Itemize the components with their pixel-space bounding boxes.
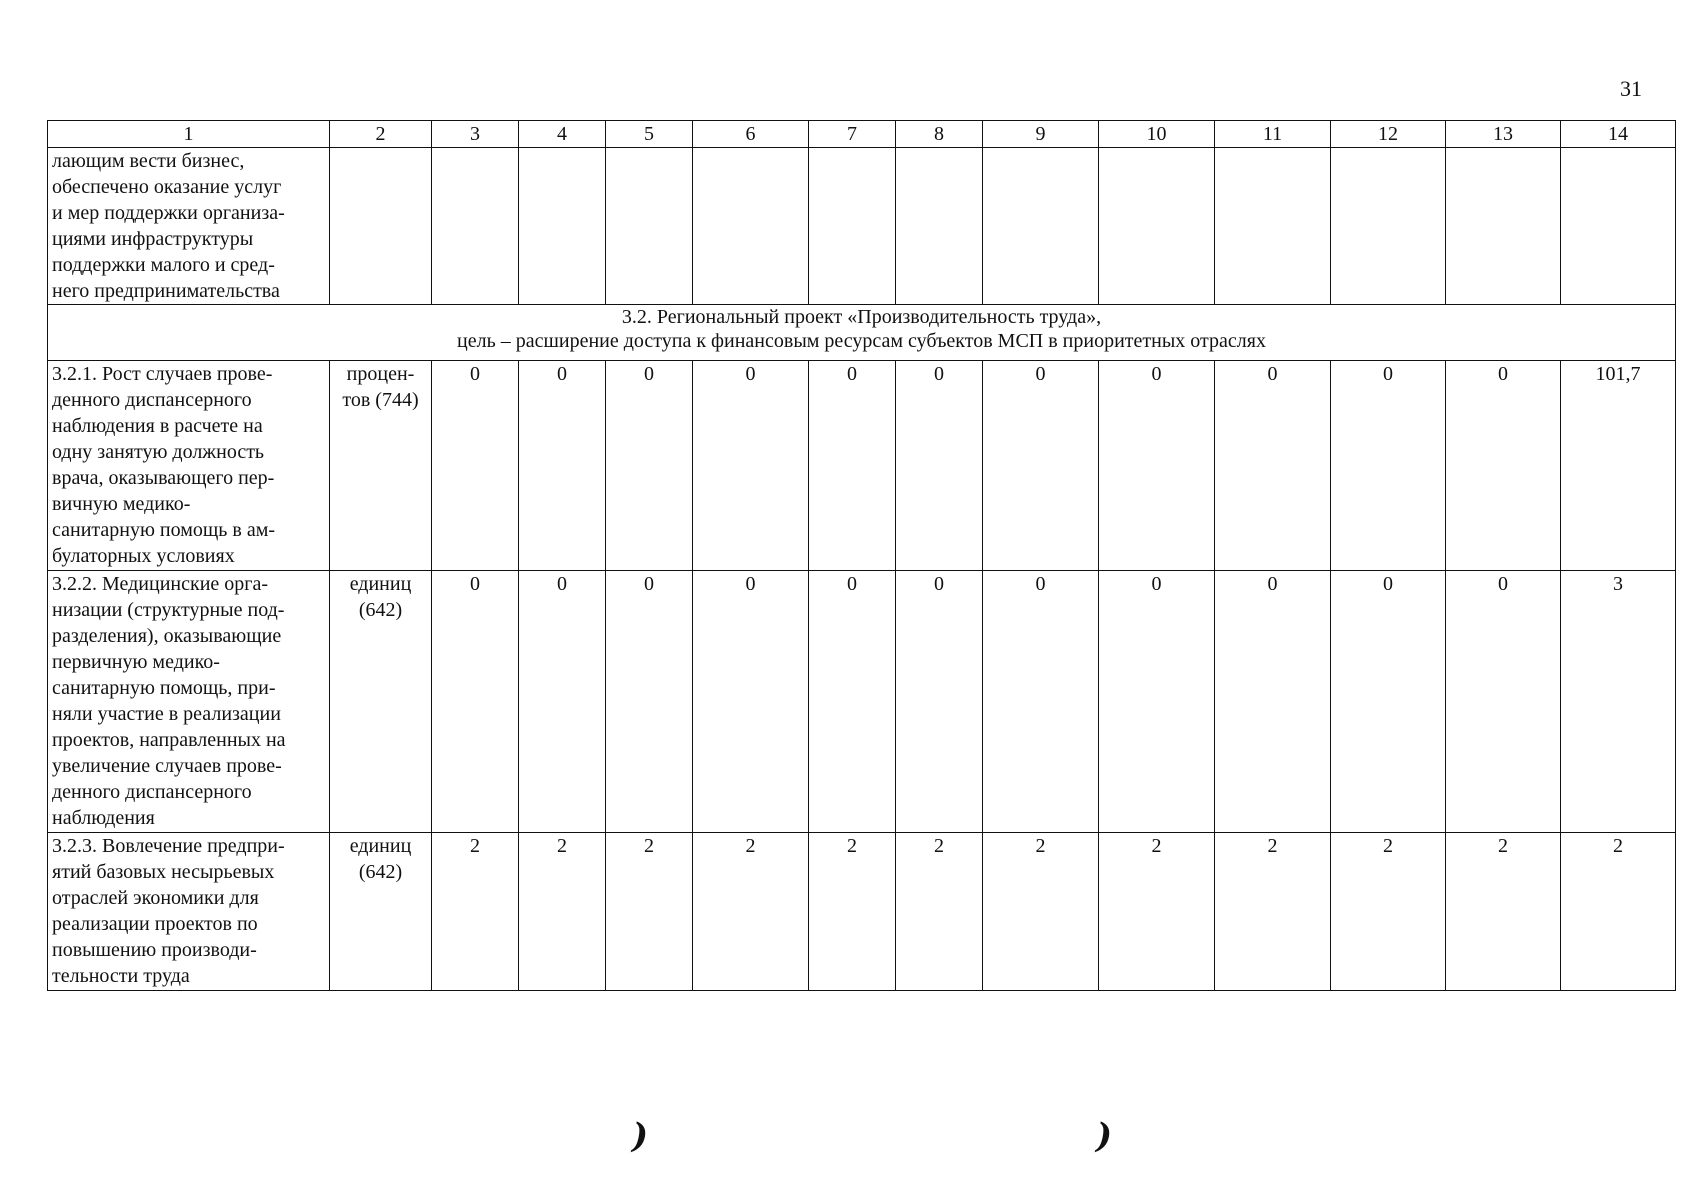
unit-line: (642) — [358, 599, 403, 621]
value-cell: 0 — [983, 361, 1099, 571]
value-cell: 2 — [896, 833, 983, 991]
value-cell: 0 — [1099, 571, 1215, 833]
column-header: 7 — [809, 121, 896, 148]
empty-cell — [1215, 148, 1331, 305]
description-line: увеличение случаев прове- — [52, 755, 282, 777]
description-line: санитарную помощь, при- — [52, 677, 276, 699]
description-line: тельности труда — [52, 965, 190, 987]
indicators-table — [47, 120, 1676, 991]
value-cell: 0 — [1446, 571, 1561, 833]
scan-mark: ) — [1096, 1116, 1113, 1156]
table-row — [48, 571, 1676, 833]
empty-cell — [809, 148, 896, 305]
row-description — [48, 571, 330, 833]
value-cell: 0 — [809, 361, 896, 571]
description-line: разделения), оказывающие — [52, 625, 282, 647]
value-cell: 2 — [519, 833, 606, 991]
description-line: низации (структурные под- — [52, 599, 285, 621]
empty-cell — [693, 148, 809, 305]
description-line: первичную медико- — [52, 651, 220, 673]
value-cell: 0 — [432, 361, 519, 571]
column-header: 4 — [519, 121, 606, 148]
unit-cell — [330, 361, 432, 571]
description-line: циями инфраструктуры — [52, 228, 254, 250]
description-line: обеспечено оказание услуг — [52, 176, 282, 198]
description-line: него предпринимательства — [52, 280, 280, 302]
description-line: вичную медико- — [52, 493, 191, 515]
value-cell: 2 — [432, 833, 519, 991]
description-line: 3.2.1. Рост случаев прове- — [52, 363, 273, 385]
unit-line: единиц — [349, 835, 412, 857]
value-cell: 2 — [606, 833, 693, 991]
value-cell: 2 — [809, 833, 896, 991]
value-cell: 0 — [983, 571, 1099, 833]
value-cell: 0 — [1446, 361, 1561, 571]
empty-cell — [606, 148, 693, 305]
value-cell: 0 — [693, 571, 809, 833]
section-heading — [48, 305, 1676, 361]
table-row — [48, 361, 1676, 571]
unit-line: единиц — [349, 573, 412, 595]
value-cell: 0 — [1331, 571, 1446, 833]
section-row — [48, 305, 1676, 361]
column-header: 10 — [1099, 121, 1215, 148]
description-line: наблюдения в расчете на — [52, 415, 263, 437]
description-line: лающим вести бизнес, — [52, 150, 245, 172]
table-row — [48, 833, 1676, 991]
section-title: 3.2. Региональный проект «Производительность труда», — [621, 306, 1102, 328]
row-description — [48, 148, 330, 305]
unit-line: процен- — [346, 363, 415, 385]
description-line: денного диспансерного — [52, 781, 252, 803]
description-line: реализации проектов по — [52, 913, 258, 935]
scan-mark: ) — [632, 1116, 649, 1156]
description-line: санитарную помощь в ам- — [52, 519, 276, 541]
value-cell: 2 — [1215, 833, 1331, 991]
description-line: наблюдения — [52, 807, 155, 829]
description-line: булаторных условиях — [52, 545, 235, 567]
column-header: 11 — [1215, 121, 1331, 148]
continuation-row — [48, 148, 1676, 305]
description-line: отраслей экономики для — [52, 887, 259, 909]
column-header: 8 — [896, 121, 983, 148]
column-header: 1 — [48, 121, 330, 148]
column-header: 5 — [606, 121, 693, 148]
description-line: врача, оказывающего пер- — [52, 467, 275, 489]
value-cell: 0 — [606, 361, 693, 571]
empty-cell — [1446, 148, 1561, 305]
page-number: 31 — [1620, 76, 1642, 101]
row-description — [48, 361, 330, 571]
empty-cell — [330, 148, 432, 305]
value-cell: 2 — [983, 833, 1099, 991]
column-header: 12 — [1331, 121, 1446, 148]
row-description — [48, 833, 330, 991]
column-header: 6 — [693, 121, 809, 148]
description-line: и мер поддержки организа- — [52, 202, 285, 224]
empty-cell — [432, 148, 519, 305]
value-cell: 2 — [1331, 833, 1446, 991]
column-header: 13 — [1446, 121, 1561, 148]
value-cell: 0 — [809, 571, 896, 833]
column-header: 2 — [330, 121, 432, 148]
value-cell: 3 — [1561, 571, 1676, 833]
value-cell: 0 — [1215, 571, 1331, 833]
unit-line: тов (744) — [342, 389, 419, 411]
value-cell: 0 — [519, 571, 606, 833]
value-cell: 2 — [1446, 833, 1561, 991]
empty-cell — [896, 148, 983, 305]
section-goal: цель – расширение доступа к финансовым ресурсам субъектов МСП в приоритетных отраслях — [457, 330, 1266, 352]
value-cell: 0 — [896, 571, 983, 833]
value-cell: 101,7 — [1561, 361, 1676, 571]
unit-cell — [330, 571, 432, 833]
column-header: 3 — [432, 121, 519, 148]
empty-cell — [983, 148, 1099, 305]
empty-cell — [1561, 148, 1676, 305]
value-cell: 0 — [693, 361, 809, 571]
description-line: 3.2.2. Медицинские орга- — [52, 573, 269, 595]
value-cell: 0 — [1099, 361, 1215, 571]
value-cell: 0 — [1331, 361, 1446, 571]
value-cell: 2 — [1099, 833, 1215, 991]
empty-cell — [519, 148, 606, 305]
value-cell: 2 — [693, 833, 809, 991]
value-cell: 0 — [896, 361, 983, 571]
unit-cell — [330, 833, 432, 991]
description-line: одну занятую должность — [52, 441, 265, 463]
unit-line: (642) — [358, 861, 403, 883]
empty-cell — [1099, 148, 1215, 305]
value-cell: 0 — [606, 571, 693, 833]
description-line: ятий базовых несырьевых — [52, 861, 275, 883]
value-cell: 0 — [1215, 361, 1331, 571]
description-line: 3.2.3. Вовлечение предпри- — [52, 835, 285, 857]
empty-cell — [1331, 148, 1446, 305]
description-line: повышению производи- — [52, 939, 257, 961]
value-cell: 0 — [432, 571, 519, 833]
description-line: няли участие в реализации — [52, 703, 281, 725]
column-header: 14 — [1561, 121, 1676, 148]
description-line: денного диспансерного — [52, 389, 252, 411]
description-line: проектов, направленных на — [52, 729, 286, 751]
column-header: 9 — [983, 121, 1099, 148]
value-cell: 0 — [519, 361, 606, 571]
description-line: поддержки малого и сред- — [52, 254, 275, 276]
column-number-row — [48, 121, 1676, 148]
value-cell: 2 — [1561, 833, 1676, 991]
